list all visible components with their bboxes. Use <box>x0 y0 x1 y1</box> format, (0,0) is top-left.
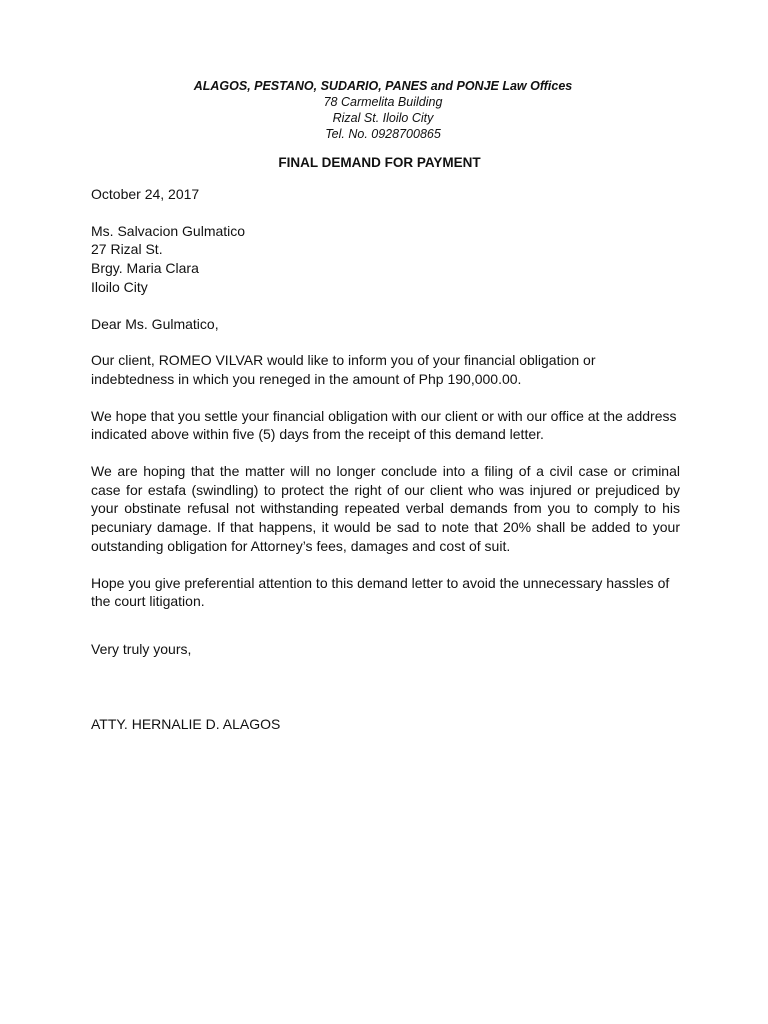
paragraph-attention: Hope you give preferential attention to this demand letter to avoid the unnecessary hassles of the court litigation. <box>91 574 670 610</box>
letter-date: October 24, 2017 <box>91 186 200 202</box>
salutation: Dear Ms. Gulmatico, <box>91 315 219 332</box>
recipient-address <box>91 222 680 297</box>
letterhead <box>86 78 680 142</box>
closing-line: Very truly yours, <box>91 640 192 657</box>
firm-building: 78 Carmelita Building <box>323 95 443 109</box>
recipient-street: 27 Rizal St. <box>91 241 163 258</box>
letter-subject: FINAL DEMAND FOR PAYMENT <box>278 155 481 170</box>
paragraph-settlement: We hope that you settle your financial obligation with our client or with our office at the address indicated above within five (5) days from the receipt of this demand letter. <box>91 407 677 443</box>
paragraph-obligation: Our client, ROMEO VILVAR would like to inform you of your financial obligation or indebtedness in which you reneged in the amount of Php 190,000.00. <box>91 352 596 387</box>
firm-street: Rizal St. Iloilo City <box>332 111 434 125</box>
signatory-name: ATTY. HERNALIE D. ALAGOS <box>91 715 281 732</box>
firm-phone: Tel. No. 0928700865 <box>325 127 441 141</box>
firm-name: ALAGOS, PESTANO, SUDARIO, PANES and PONJE Law Offices <box>193 79 573 93</box>
recipient-city: Iloilo City <box>91 278 148 295</box>
recipient-barangay: Brgy. Maria Clara <box>91 260 199 277</box>
paragraph-legal-action: We are hoping that the matter will no longer conclude into a filing of a civil case or criminal case for estafa (swindling) to protect the right of our client who was injured or prejudiced by your obstinate refusal not withstanding repeated verbal demands from you to comply to his pecuniary damage. If that happens, it would be sad to note that 20% shall be added to your outstanding obligation for Attorney’s fees, damages and cost of suit. <box>91 463 680 554</box>
recipient-name: Ms. Salvacion Gulmatico <box>91 222 246 239</box>
